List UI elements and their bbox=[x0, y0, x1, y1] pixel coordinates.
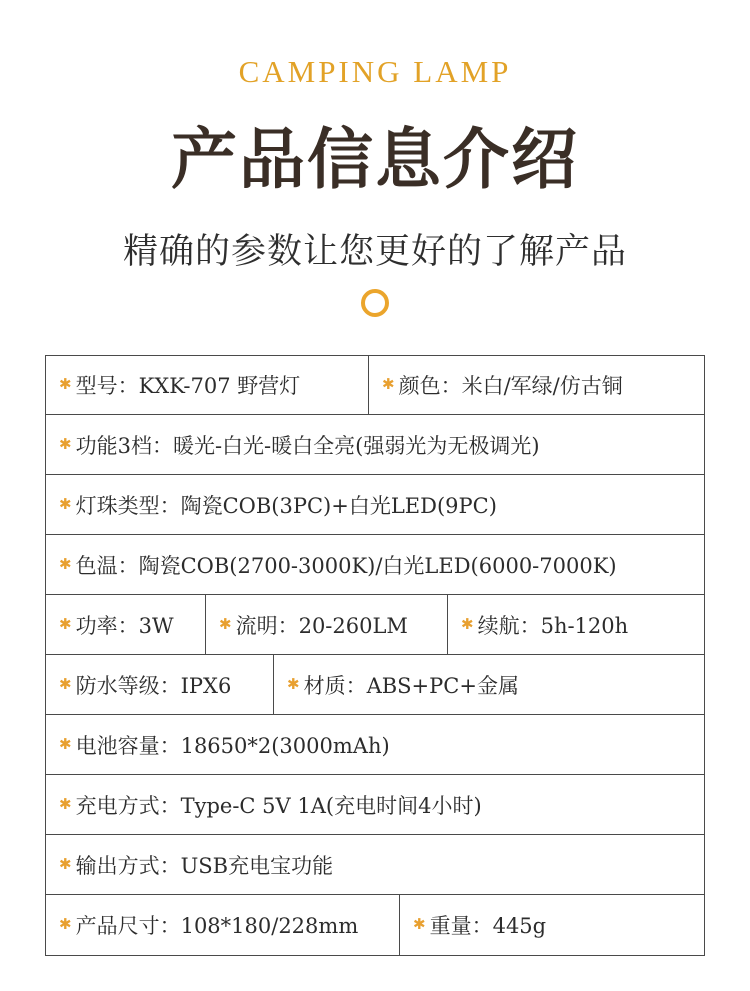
spec-battery: 电池容量：18650*2(3000mAh) bbox=[75, 733, 390, 758]
spec-cell-charging bbox=[46, 775, 704, 834]
asterisk-icon: ✱ bbox=[287, 674, 300, 693]
spec-color-temp: 色温：陶瓷COB(2700-3000K)/白光LED(6000-7000K) bbox=[75, 553, 617, 578]
spec-row-output bbox=[46, 835, 704, 895]
eyebrow-title: CAMPING LAMP bbox=[238, 54, 512, 89]
asterisk-icon: ✱ bbox=[59, 494, 72, 513]
asterisk-icon: ✱ bbox=[59, 554, 72, 573]
spec-table bbox=[45, 355, 705, 956]
spec-cell-color bbox=[369, 356, 704, 414]
spec-cell-bead-type bbox=[46, 475, 704, 534]
asterisk-icon: ✱ bbox=[59, 854, 72, 873]
spec-row-function bbox=[46, 415, 704, 475]
spec-model: 型号：KXK-707 野营灯 bbox=[75, 374, 301, 398]
spec-cell-color-temp bbox=[46, 535, 704, 594]
spec-power: 功率：3W bbox=[75, 613, 174, 638]
spec-color: 颜色：米白/军绿/仿古铜 bbox=[398, 374, 623, 398]
asterisk-icon: ✱ bbox=[219, 614, 232, 633]
spec-cell-function bbox=[46, 415, 704, 474]
spec-row-waterproof-material bbox=[46, 655, 704, 715]
asterisk-icon: ✱ bbox=[382, 375, 395, 393]
spec-row-charging bbox=[46, 775, 704, 835]
asterisk-icon: ✱ bbox=[461, 614, 474, 633]
spec-cell-material bbox=[274, 655, 704, 714]
circle-ornament-icon bbox=[361, 289, 389, 317]
spec-weight: 重量：445g bbox=[429, 914, 547, 938]
page-subtitle: 精确的参数让您更好的了解产品 bbox=[122, 232, 627, 272]
spec-cell-battery bbox=[46, 715, 704, 774]
spec-row-bead-type bbox=[46, 475, 704, 535]
asterisk-icon: ✱ bbox=[59, 434, 72, 453]
spec-row-model-color bbox=[46, 356, 704, 415]
spec-cell-output bbox=[46, 835, 704, 894]
spec-charging: 充电方式：Type-C 5V 1A(充电时间4小时) bbox=[75, 793, 482, 818]
asterisk-icon: ✱ bbox=[59, 674, 72, 693]
spec-bead-type: 灯珠类型：陶瓷COB(3PC)+白光LED(9PC) bbox=[75, 493, 497, 518]
asterisk-icon: ✱ bbox=[59, 734, 72, 753]
spec-runtime: 续航：5h-120h bbox=[477, 613, 629, 638]
spec-row-battery bbox=[46, 715, 704, 775]
asterisk-icon: ✱ bbox=[59, 794, 72, 813]
asterisk-icon: ✱ bbox=[59, 915, 72, 933]
asterisk-icon: ✱ bbox=[59, 375, 72, 393]
spec-row-power-lumen-runtime bbox=[46, 595, 704, 655]
asterisk-icon: ✱ bbox=[413, 915, 426, 933]
page-title: 产品信息介绍 bbox=[171, 120, 579, 198]
spec-cell-power bbox=[46, 595, 206, 654]
asterisk-icon: ✱ bbox=[59, 614, 72, 633]
spec-cell-runtime bbox=[448, 595, 704, 654]
spec-output: 输出方式：USB充电宝功能 bbox=[75, 853, 334, 878]
spec-cell-lumen bbox=[206, 595, 448, 654]
spec-lumen: 流明：20-260LM bbox=[235, 613, 408, 638]
spec-cell-model bbox=[46, 356, 369, 414]
spec-cell-weight bbox=[400, 895, 704, 955]
spec-function: 功能3档：暖光-白光-暖白全亮(强弱光为无极调光) bbox=[75, 433, 540, 458]
spec-cell-waterproof bbox=[46, 655, 274, 714]
spec-cell-size bbox=[46, 895, 400, 955]
spec-row-color-temp bbox=[46, 535, 704, 595]
spec-material: 材质：ABS+PC+金属 bbox=[303, 673, 519, 698]
spec-row-size-weight bbox=[46, 895, 704, 955]
spec-size: 产品尺寸：108*180/228mm bbox=[75, 914, 359, 938]
spec-waterproof: 防水等级：IPX6 bbox=[75, 673, 232, 698]
